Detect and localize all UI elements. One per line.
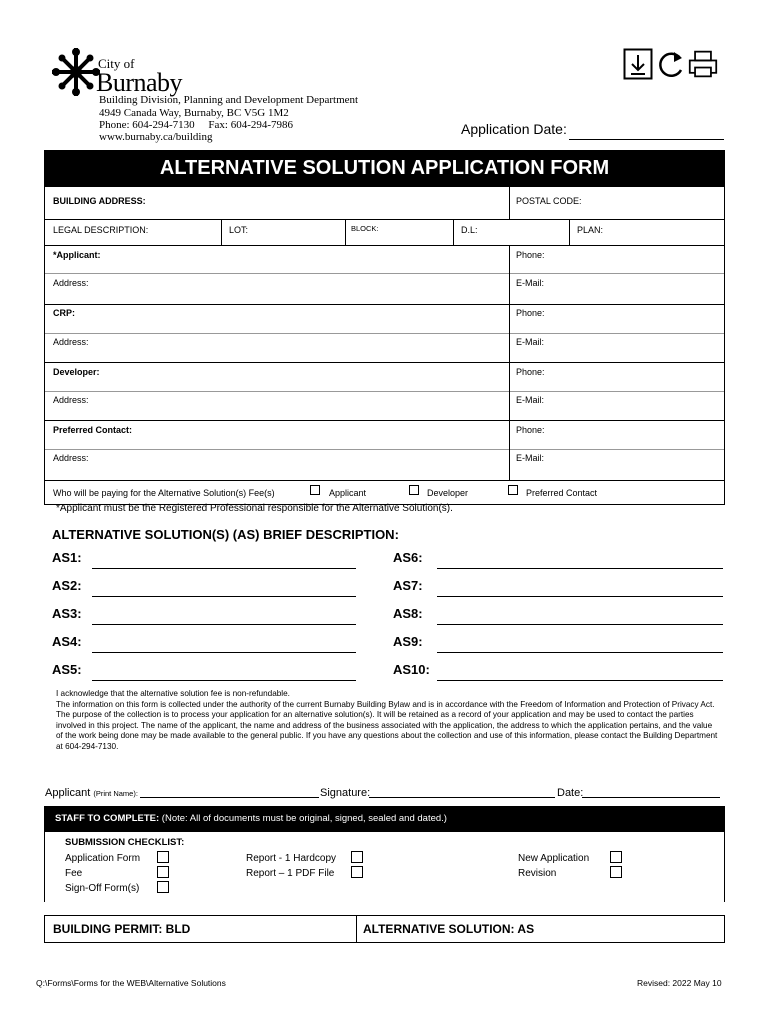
- non-refundable-statement: I acknowledge that the alternative solution fee is non-refundable.: [56, 689, 290, 698]
- division-text: Building Division, Planning and Development Department: [99, 94, 359, 106]
- dl-label: D.L:: [461, 225, 478, 235]
- applicant-address-label: Address:: [53, 278, 89, 288]
- footer-path: Q:\Forms\Forms for the WEB\Alternative Solutions: [36, 978, 226, 988]
- preferred-contact-label: Preferred Contact:: [53, 425, 133, 435]
- application-form-label: Application Form: [65, 853, 141, 864]
- payer-applicant-label: Applicant: [329, 488, 367, 498]
- date-field[interactable]: [582, 797, 720, 798]
- as10-label: AS10:: [393, 662, 430, 677]
- applicant-phone-label: Phone:: [516, 250, 545, 260]
- as8-field[interactable]: [437, 624, 723, 625]
- as9-label: AS9:: [393, 634, 423, 649]
- plan-label: PLAN:: [577, 225, 604, 235]
- logo-burnaby: Burnaby: [96, 68, 183, 97]
- as2-field[interactable]: [92, 596, 356, 597]
- alternative-solution-field[interactable]: ALTERNATIVE SOLUTION: AS: [363, 922, 535, 936]
- developer-email-label: E-Mail:: [516, 395, 545, 405]
- preferred-email-label: E-Mail:: [516, 453, 545, 463]
- report-hardcopy-checkbox[interactable]: [351, 851, 363, 863]
- as5-field[interactable]: [92, 680, 356, 681]
- signature-label: Signature:: [320, 787, 371, 799]
- preferred-address-label: Address:: [53, 453, 89, 463]
- website-text: www.burnaby.ca/building: [99, 131, 213, 143]
- as3-label: AS3:: [52, 606, 82, 621]
- application-date-label: Application Date:: [461, 121, 567, 137]
- as4-label: AS4:: [52, 634, 82, 649]
- as10-field[interactable]: [437, 680, 723, 681]
- lot-label: LOT:: [229, 225, 249, 235]
- as4-field[interactable]: [92, 652, 356, 653]
- sign-off-forms-label: Sign-Off Form(s): [65, 883, 140, 894]
- applicant-note: *Applicant must be the Registered Professional responsible for the Alternative Solution(s).: [56, 503, 453, 514]
- new-application-checkbox[interactable]: [610, 851, 622, 863]
- footer-revised: Revised: 2022 May 10: [637, 978, 722, 988]
- as6-field[interactable]: [437, 568, 723, 569]
- report-hardcopy-label: Report - 1 Hardcopy: [246, 853, 337, 864]
- print-name-hint: (Print Name):: [93, 789, 138, 798]
- sign-off-forms-checkbox[interactable]: [157, 881, 169, 893]
- application-date-field[interactable]: [569, 139, 724, 140]
- staff-to-complete-bar: [44, 806, 725, 832]
- submission-checklist: [44, 832, 725, 902]
- address-text: 4949 Canada Way, Burnaby, BC V5G 1M2: [99, 107, 289, 119]
- applicant-label-text: Applicant: [45, 787, 91, 799]
- as8-label: AS8:: [393, 606, 423, 621]
- as1-label: AS1:: [52, 550, 82, 565]
- print-name-field[interactable]: [140, 797, 319, 798]
- as6-label: AS6:: [393, 550, 423, 565]
- block-label: BLOCK:: [351, 224, 379, 233]
- download-icon[interactable]: [623, 48, 653, 80]
- form-title: ALTERNATIVE SOLUTION APPLICATION FORM: [44, 150, 725, 186]
- staff-note: (Note: All of documents must be original, signed, sealed and dated.): [159, 813, 447, 824]
- phone-fax-text: Phone: 604-294-7130 Fax: 604-294-7986: [99, 119, 294, 131]
- report-pdf-checkbox[interactable]: [351, 866, 363, 878]
- crp-phone-label: Phone:: [516, 308, 545, 318]
- crp-address-label: Address:: [53, 337, 89, 347]
- as5-label: AS5:: [52, 662, 82, 677]
- as-section-heading: ALTERNATIVE SOLUTION(S) (AS) BRIEF DESCRIPTION:: [52, 527, 399, 542]
- application-form-checkbox[interactable]: [157, 851, 169, 863]
- applicant-email-label: E-Mail:: [516, 278, 545, 288]
- refresh-icon[interactable]: [656, 48, 686, 80]
- revision-label: Revision: [518, 868, 557, 879]
- payer-applicant-checkbox[interactable]: [310, 485, 320, 495]
- as7-label: AS7:: [393, 578, 423, 593]
- developer-label: Developer:: [53, 367, 100, 377]
- applicant-label: *Applicant:: [53, 250, 101, 260]
- crp-label: CRP:: [53, 308, 75, 318]
- applicant-print-name-label: [45, 787, 138, 799]
- as7-field[interactable]: [437, 596, 723, 597]
- permit-box: [44, 915, 725, 943]
- signature-field[interactable]: [369, 797, 555, 798]
- privacy-statement: The information on this form is collected under the authority of the current Burnaby Building Bylaw and is in accordance with the Freedom of Information and Protection of Privacy Act. The purpose of the collection is to process your application for an alternative solution(s). It will be retained as a record of your application and may be used to contact the parties involved in this project. The name of the applicant, the name and address of the business associated with the application, the address to which the application pertains, and the value of the work being done may be made available to the general public. If you have any questions about the collection and use of this information, please contact the Building Department at 604-294-7130.: [56, 699, 718, 751]
- developer-phone-label: Phone:: [516, 367, 545, 377]
- preferred-phone-label: Phone:: [516, 425, 545, 435]
- building-address-label: BUILDING ADDRESS:: [53, 196, 146, 206]
- print-icon[interactable]: [688, 48, 718, 80]
- payer-developer-checkbox[interactable]: [409, 485, 419, 495]
- crp-email-label: E-Mail:: [516, 337, 545, 347]
- as3-field[interactable]: [92, 624, 356, 625]
- as9-field[interactable]: [437, 652, 723, 653]
- fee-label: Fee: [65, 868, 83, 879]
- as1-field[interactable]: [92, 568, 356, 569]
- as2-label: AS2:: [52, 578, 82, 593]
- date-label: Date:: [557, 787, 584, 799]
- developer-address-label: Address:: [53, 395, 89, 405]
- payer-developer-label: Developer: [427, 488, 469, 498]
- acknowledgement-text: [56, 689, 720, 753]
- payer-preferred-contact-label: Preferred Contact: [526, 488, 598, 498]
- building-permit-field[interactable]: BUILDING PERMIT: BLD: [53, 922, 191, 936]
- payer-preferred-contact-checkbox[interactable]: [508, 485, 518, 495]
- legal-description-label: LEGAL DESCRIPTION:: [53, 225, 149, 235]
- staff-to-complete-label: STAFF TO COMPLETE:: [55, 813, 160, 824]
- who-pays-label: Who will be paying for the Alternative Solution(s) Fee(s): [53, 488, 275, 498]
- report-pdf-label: Report – 1 PDF File: [246, 868, 335, 879]
- revision-checkbox[interactable]: [610, 866, 622, 878]
- fee-checkbox[interactable]: [157, 866, 169, 878]
- postal-code-label: POSTAL CODE:: [516, 196, 582, 206]
- logo-city-of: City of: [98, 56, 135, 71]
- new-application-label: New Application: [518, 853, 590, 864]
- application-form-table: [44, 186, 725, 505]
- checklist-heading: SUBMISSION CHECKLIST:: [65, 837, 185, 848]
